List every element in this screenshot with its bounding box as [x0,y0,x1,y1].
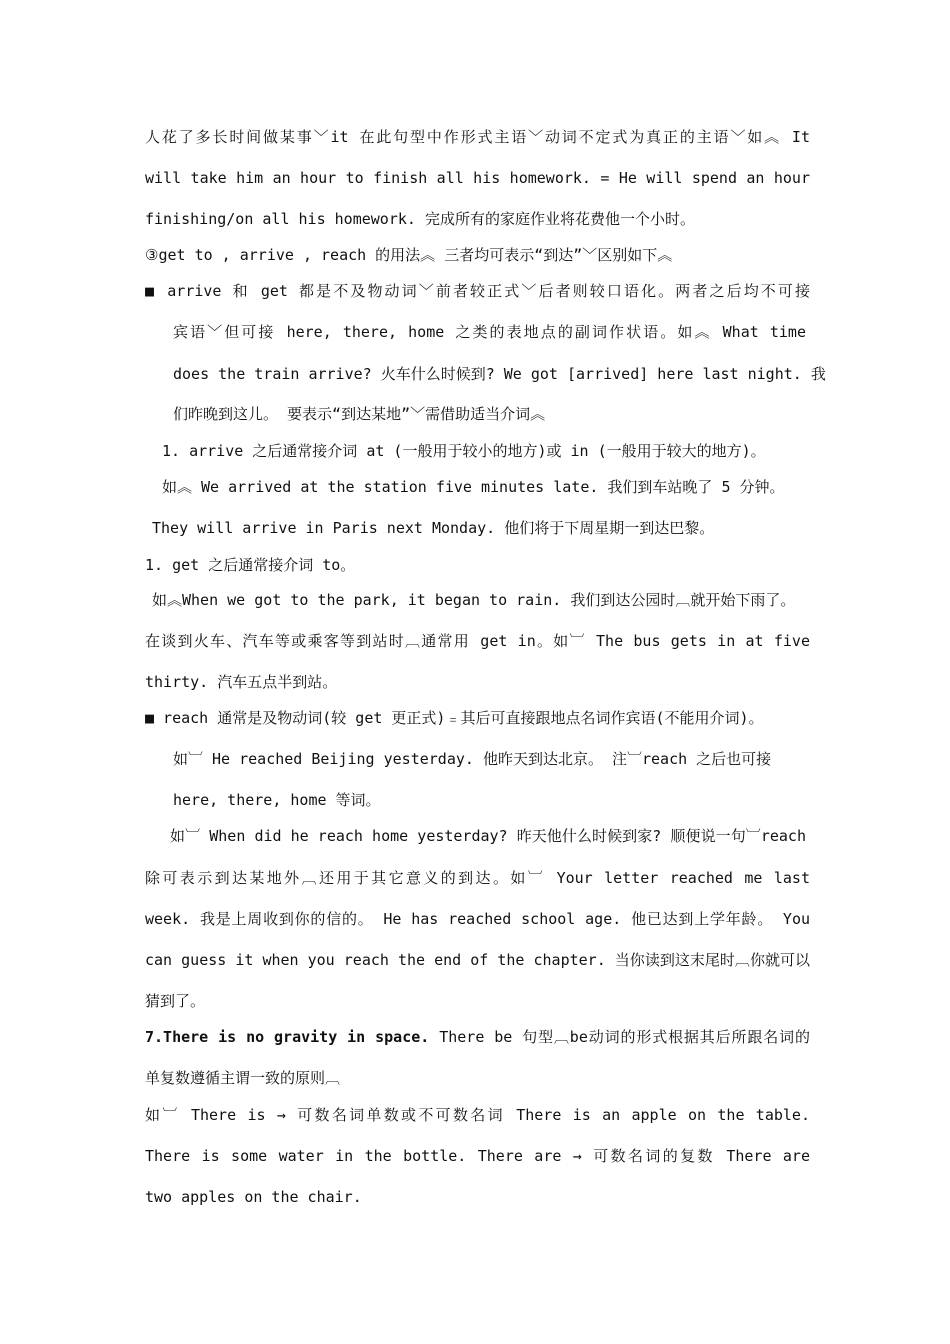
text-line: 如︽When we got to the park, it began to rain. 我们到达公园时︹就开始下雨了。 [152,591,796,609]
text-line: two apples on the chair. [145,1188,362,1206]
text-line: thirty. 汽车五点半到站。 [145,673,338,691]
text-line: 宾语﹀但可接 here, there, home 之类的表地点的副词作状语。如︽ What time [173,323,806,341]
text-line: 单复数遵循主谓一致的原则︹ [145,1069,341,1087]
text-line: does the train arrive? 火车什么时候到? We got [arrived] here last night. 我 [173,365,826,383]
text-line: They will arrive in Paris next Monday. 他们将于下周星期一到达巴黎。 [152,519,715,537]
text-line: 如︺ There is → 可数名词单数或不可数名词 There is an apple on the table. [145,1106,810,1124]
text-line: finishing/on all his homework. 完成所有的家庭作业将花费他一个小时。 [145,210,695,228]
section-heading: 7.There is no gravity in space. [145,1028,430,1046]
text-line: 1. get 之后通常接介词 to。 [145,556,356,574]
text-line: here, there, home 等词。 [173,791,381,809]
text-line: 1. arrive 之后通常接介词 at (一般用于较小的地方)或 in (一般用于较大的地方)。 [162,442,766,460]
text-line: 如︺ He reached Beijing yesterday. 他昨天到达北京。 注︺reach 之后也可接 [173,750,772,768]
text-line: There is some water in the bottle. There are → 可数名词的复数 There are [145,1147,810,1165]
text-line: 猜到了。 [145,992,206,1010]
text-line: 如︽ We arrived at the station five minutes late. 我们到车站晚了 5 分钟。 [162,478,785,496]
text-line-rest: There be 句型︹be动词的形式根据其后所跟名词的 [439,1028,811,1046]
text-line: 在谈到火车、汽车等或乘客等到站时︹通常用 get in。如︺ The bus gets in at five [145,632,810,650]
text-line: will take him an hour to finish all his homework. = He will spend an hour [145,169,810,187]
text-line: ■ reach 通常是及物动词(较 get 更正式)﹦其后可直接跟地点名词作宾语(不能用介词)。 [145,709,764,727]
text-line: can guess it when you reach the end of the chapter. 当你读到这末尾时︹你就可以 [145,951,810,969]
text-line: ③get to , arrive , reach 的用法︽ 三者均可表示“到达”﹀区别如下︽ [145,246,673,264]
text-line [145,1027,810,1047]
text-line: 人花了多长时间做某事﹀it 在此句型中作形式主语﹀动词不定式为真正的主语﹀如︽ It [145,128,810,146]
text-line: ■ arrive 和 get 都是不及物动词﹀前者较正式﹀后者则较口语化。两者之后均不可接 [145,282,810,300]
text-line: 们昨晚到这儿。 要表示“到达某地”﹀需借助适当介词︽ [173,405,546,423]
text-line: 除可表示到达某地外︹还用于其它意义的到达。如︺ Your letter reached me last [145,869,810,887]
text-line: week. 我是上周收到你的信的。 He has reached school age. 他已达到上学年龄。 You [145,910,810,928]
text-line: 如︺ When did he reach home yesterday? 昨天他什么时候到家? 顺便说一句︺reach [170,827,806,845]
